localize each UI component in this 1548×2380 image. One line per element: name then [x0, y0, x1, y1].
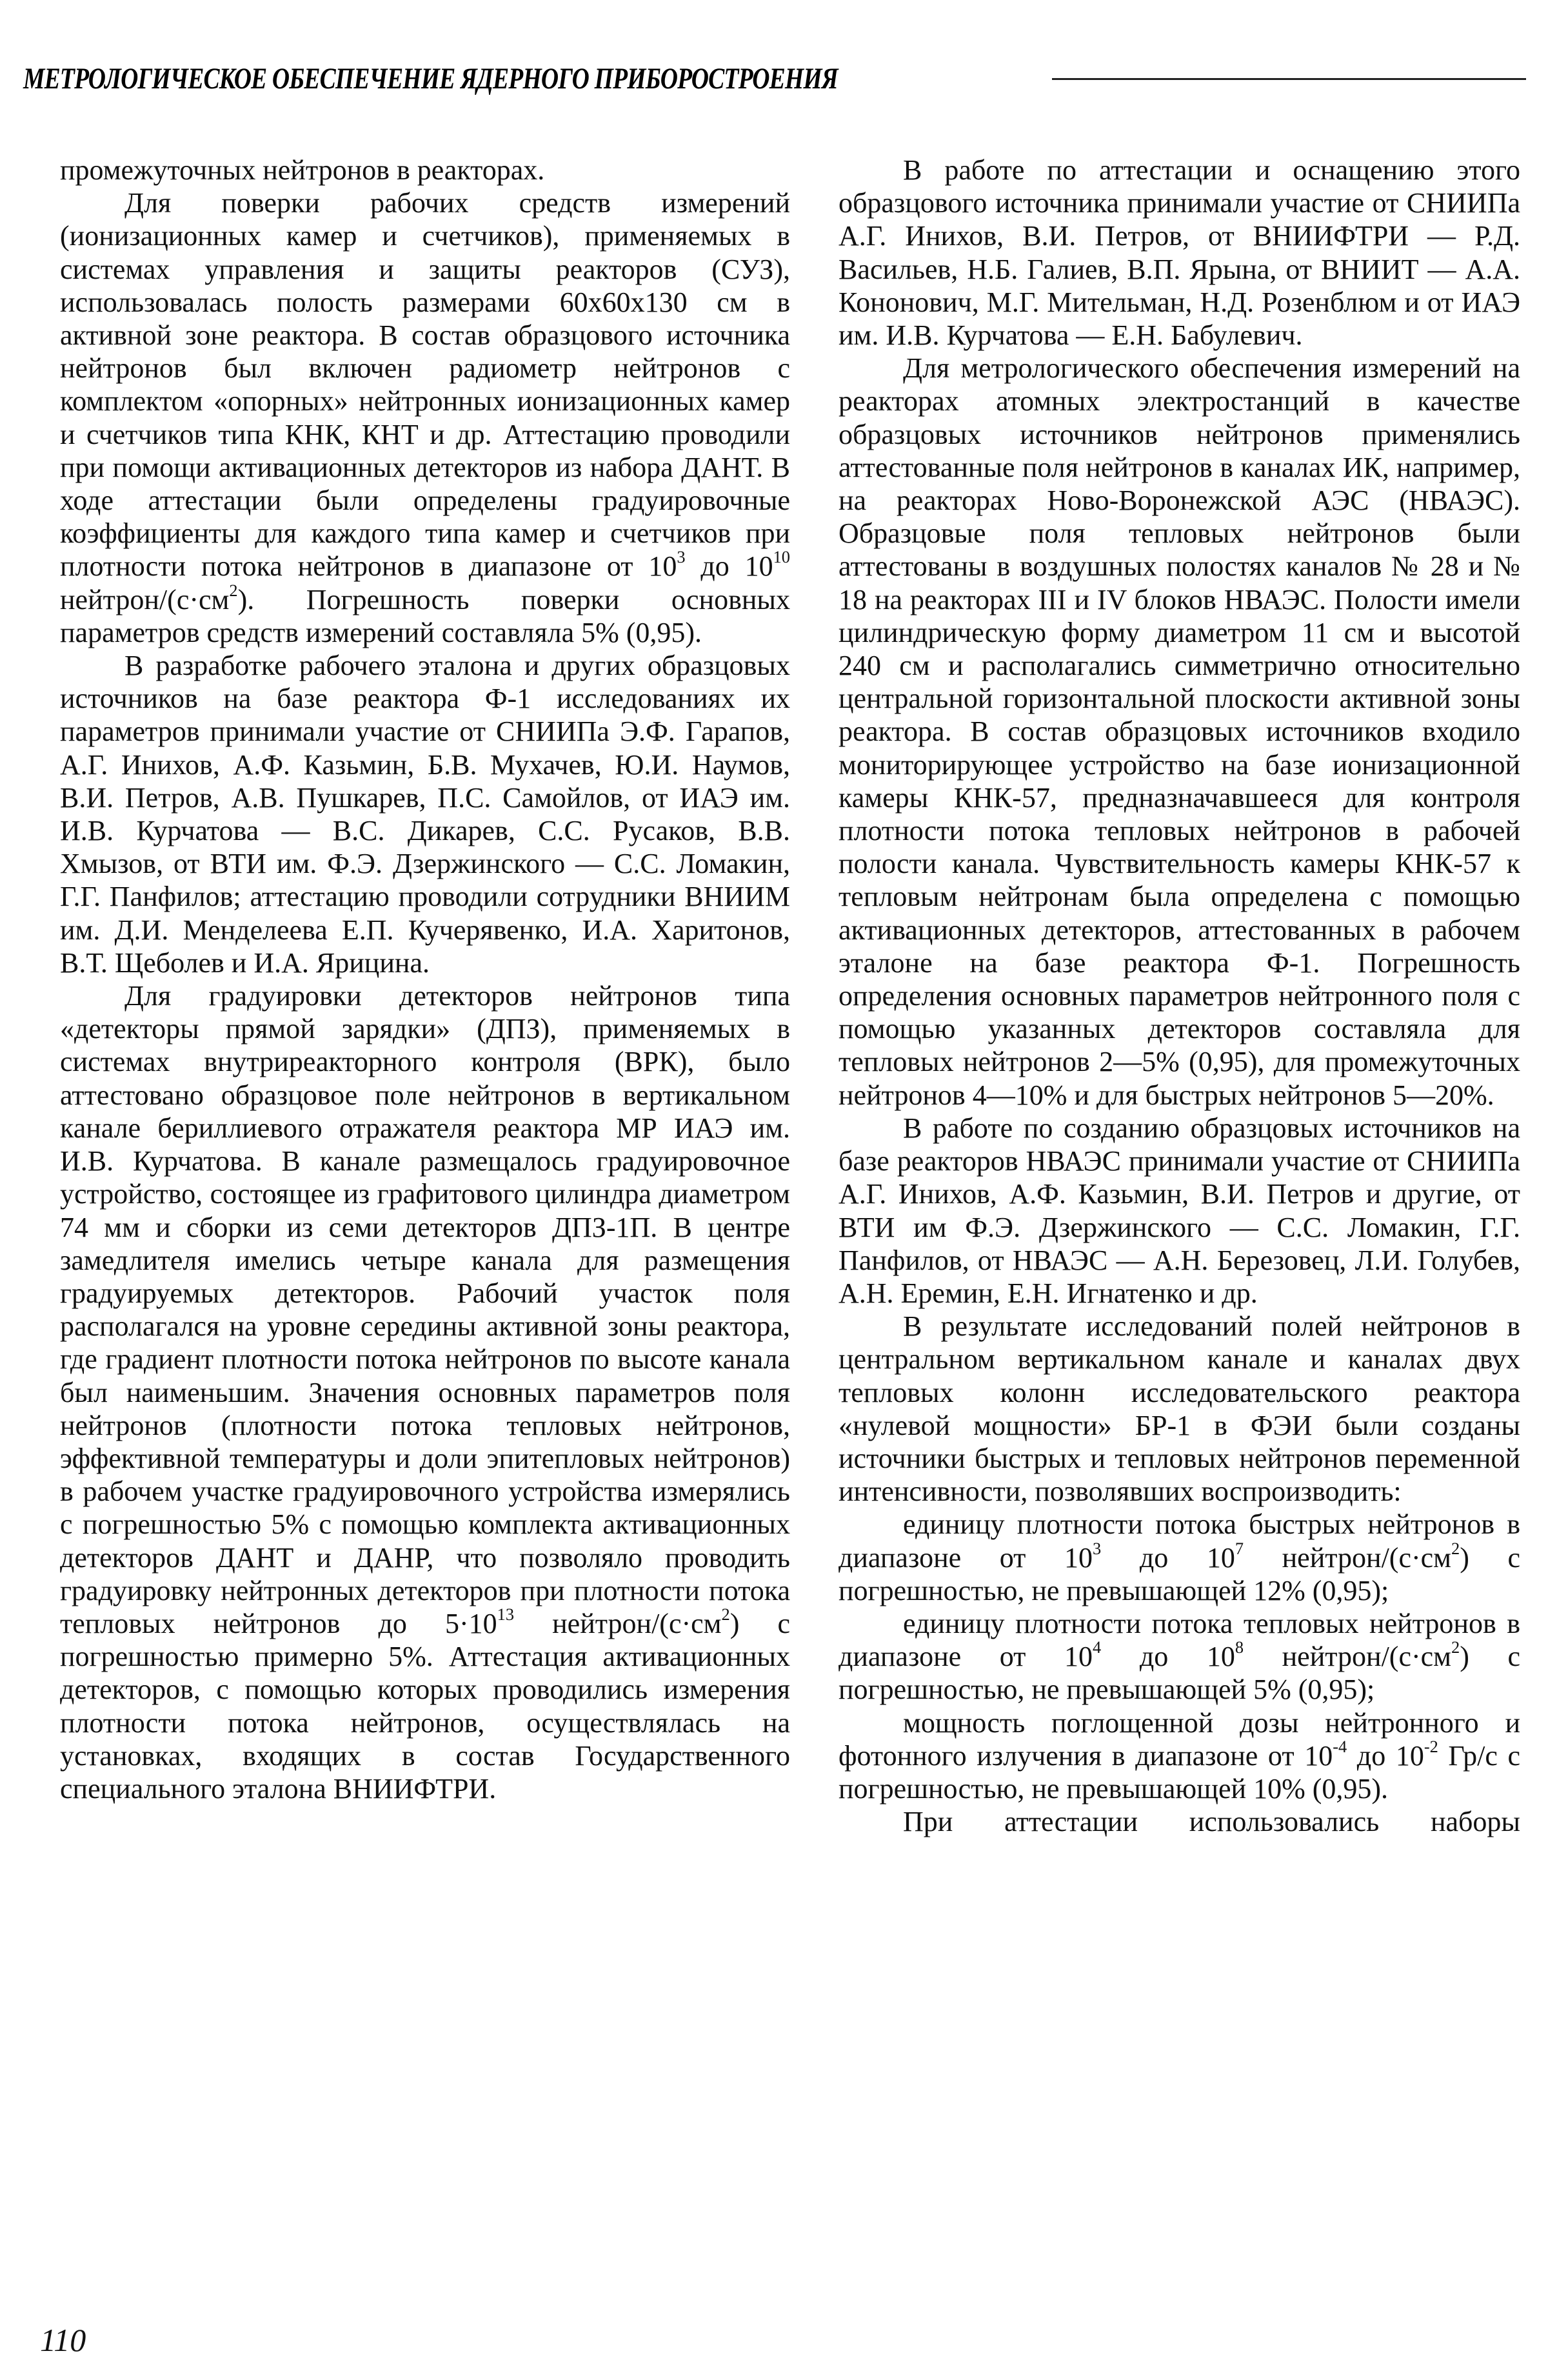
- paragraph: В работе по созданию образцовых источников на базе реакторов НВАЭС принимали участие от СНИИПа А.Г. Инихов, А.Ф. Казьмин, В.И. Петров и другие, от ВТИ им Ф.Э. Дзержинского — С.С. Ломакин, Г.Г. Панфилов, от НВАЭС — А.Н. Березовец, Л.И. Голубев, А.Н. Еремин, Е.Н. Игнатенко и др.: [838, 1112, 1520, 1309]
- paragraph: В работе по аттестации и оснащению этого образцового источника принимали участие от СНИИПа А.Г. Инихов, В.И. Петров, от ВНИИФТРИ — Р.Д. Васильев, Н.Б. Галиев, В.П. Ярына, от ВНИИТ — А.А. Кононович, М.Г. Мительман, Н.Д. Розенблюм и от ИАЭ им. И.В. Курчатова — Е.Н. Бабулевич.: [838, 154, 1520, 352]
- paragraph: В разработке рабочего эталона и других образцовых источников на базе реактора Ф-1 исследованиях их параметров принимали участие от СНИИПа Э.Ф. Гарапов, А.Г. Инихов, А.Ф. Казьмин, Б.В. Мухачев, Ю.И. Наумов, В.И. Петров, А.В. Пушкарев, П.С. Самойлов, от ИАЭ им. И.В. Курчатова — В.С. Дикарев, С.С. Русаков, В.В. Хмызов, от ВТИ им. Ф.Э. Дзержинского — С.С. Ломакин, Г.Г. Панфилов; аттестацию проводили сотрудники ВНИИМ им. Д.И. Менделеева Е.П. Кучерявенко, И.А. Харитонов, В.Т. Щеболев и И.А. Ярицина.: [60, 650, 790, 979]
- right-column: [838, 154, 1520, 1838]
- list-item: единицу плотности потока быстрых нейтронов в диапазоне от $10^3$ до $10^7$ нейтрон/$(с\cdot см^2)$ с погрешностью, не превышающей 12% (0,95);: [838, 1508, 1521, 1606]
- paragraph: Для метрологического обеспечения измерений на реакторах атомных электростанций в качестве образцовых источников нейтронов применялись аттестованные поля нейтронов в каналах ИК, например, на реакторах Ново-Воронежской АЭС (НВАЭС). Образцовые поля тепловых нейтронов были аттестованы в воздушных полостях каналов № 28 и № 18 на реакторах III и IV блоков НВАЭС. Полости имели цилиндрическую форму диаметром 11 см и высотой 240 см и располагались симметрично относительно центральной горизонтальной плоскости активной зоны реактора. В состав образцовых источников входило мониторирующее устройство на базе ионизационной камеры КНК-57, предназначавшееся для контроля плотности потока тепловых нейтронов в рабочей полости канала. Чувствительность камеры КНК-57 к тепловым нейтронам была определена с помощью активационных детекторов, аттестованных в рабочем эталоне на базе реактора Ф-1. Погрешность определения основных параметров нейтронного поля с помощью указанных детекторов составляла для тепловых нейтронов 2—5% (0,95), для промежуточных нейтронов 4—10% и для быстрых нейтронов 5—20%.: [838, 352, 1520, 1111]
- page-number: 110: [40, 2322, 86, 2358]
- list-item: единицу плотности потока тепловых нейтронов в диапазоне от $10^4$ до $10^8$ нейтрон/$(с\cdot см^2)$ с погрешностью, не превышающей 5% (0,95);: [838, 1607, 1521, 1706]
- left-column: [60, 154, 790, 1805]
- list-item: мощность поглощенной дозы нейтронного и фотонного излучения в диапазоне от $10^{-4}$ до $10^{-2}$ Гр/с с погрешностью, не превышающей 10% (0,95).: [838, 1706, 1521, 1805]
- paragraph: Для поверки рабочих средств измерений (ионизационных камер и счетчиков), применяемых в системах управления и защиты реакторов (СУЗ), использовалась полость размерами 60х60х130 см в активной зоне реактора. В состав образцового источника нейтронов был включен радиометр нейтронов с комплектом «опорных» нейтронных ионизационных камер и счетчиков типа КНК, КНТ и др. Аттестацию проводили при помощи активационных детекторов из набора ДАНТ. В ходе аттестации были определены градуировочные коэффициенты для каждого типа камер и счетчиков при плотности потока нейтронов в диапазоне от $10^3$ до $10^{10}$ нейтрон/$(с\cdot см^2)$. Погрешность поверки основных параметров средств измерений составляла 5% (0,95).: [60, 187, 790, 648]
- running-header: [23, 59, 1526, 98]
- paragraph: При аттестации использовались наборы: [903, 1806, 1520, 1838]
- running-title: МЕТРОЛОГИЧЕСКОЕ ОБЕСПЕЧЕНИЕ ЯДЕРНОГО ПРИБОРОСТРОЕНИЯ: [23, 62, 838, 95]
- paragraph: В результате исследований полей нейтронов в центральном вертикальном канале и каналах двух тепловых колонн исследовательского реактора «нулевой мощности» БР-1 в ФЭИ были созданы источники быстрых и тепловых нейтронов переменной интенсивности, позволявших воспроизводить:: [838, 1310, 1520, 1508]
- paragraph: промежуточных нейтронов в реакторах.: [60, 154, 545, 186]
- header-rule: [1052, 78, 1526, 80]
- paragraph: Для градуировки детекторов нейтронов типа «детекторы прямой зарядки» (ДПЗ), применяемых в системах внутриреакторного контроля (ВРК), было аттестовано образцовое поле нейтронов в вертикальном канале бериллиевого отражателя реактора МР ИАЭ им. И.В. Курчатова. В канале размещалось градуировочное устройство, состоящее из графитового цилиндра диаметром 74 мм и сборки из семи детекторов ДПЗ-1П. В центре замедлителя имелись четыре канала для размещения градуируемых детекторов. Рабочий участок поля располагался на уровне середины активной зоны реактора, где градиент плотности потока нейтронов по высоте канала был наименьшим. Значения основных параметров поля нейтронов (плотности потока тепловых нейтронов, эффективной температуры и доли эпитепловых нейтронов) в рабочем участке градуировочного устройства измерялись с погрешностью 5% с помощью комплекта активационных детекторов ДАНТ и ДАНР, что позволяло проводить градуировку нейтронных детекторов при плотности потока тепловых нейтронов до $5\cdot 10^{13}$ нейтрон/$(с\cdot см^2)$ с погрешностью примерно 5%. Аттестация активационных детекторов, с помощью которых проводились измерения плотности потока нейтронов, осуществлялась на установках, входящих в состав Государственного специального эталона ВНИИФТРИ.: [60, 980, 790, 1805]
